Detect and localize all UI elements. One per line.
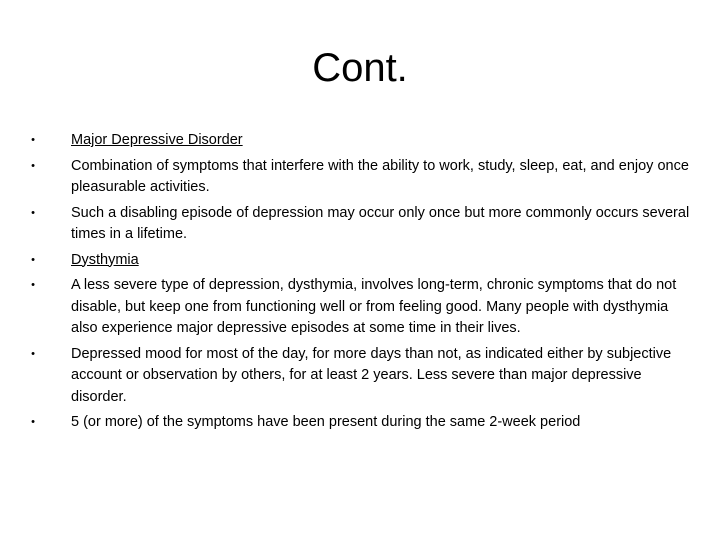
bullet-icon: • xyxy=(31,347,35,360)
slide-title: Cont. xyxy=(312,46,408,90)
bullet-icon: • xyxy=(31,159,35,172)
bullet-text: Major Depressive Disorder xyxy=(71,132,243,148)
bullet-text: A less severe type of depression, dysthymia, involves long-term, chronic symptoms that do not disable, but keep one from functioning well or from feeling good. Many people with dysthymia also experience major depressive episodes at some time in their lives. xyxy=(71,277,677,336)
bullet-text: 5 (or more) of the symptoms have been present during the same 2-week period xyxy=(71,414,581,430)
list-item xyxy=(28,156,690,199)
bullet-icon: • xyxy=(31,206,35,219)
list-item xyxy=(28,130,690,152)
list-item xyxy=(28,412,690,434)
bullet-icon: • xyxy=(31,134,35,146)
bullet-text: Dysthymia xyxy=(71,251,139,268)
list-item xyxy=(28,344,690,409)
bullet-text: Such a disabling episode of depression may occur only once but more commonly occurs several times in a lifetime. xyxy=(71,204,690,242)
bullet-list xyxy=(28,130,690,438)
bullet-icon: • xyxy=(31,416,35,428)
list-item xyxy=(28,203,690,246)
list-item xyxy=(28,275,690,340)
list-item xyxy=(28,250,690,272)
bullet-icon: • xyxy=(31,279,35,291)
bullet-text: Combination of symptoms that interfere with the ability to work, study, sleep, eat, and enjoy once pleasurable activities. xyxy=(71,157,689,195)
bullet-text: Depressed mood for most of the day, for more days than not, as indicated either by subjective account or observation by others, for at least 2 years. Less severe than major depressive disorder. xyxy=(71,345,672,405)
bullet-icon: • xyxy=(31,253,35,266)
